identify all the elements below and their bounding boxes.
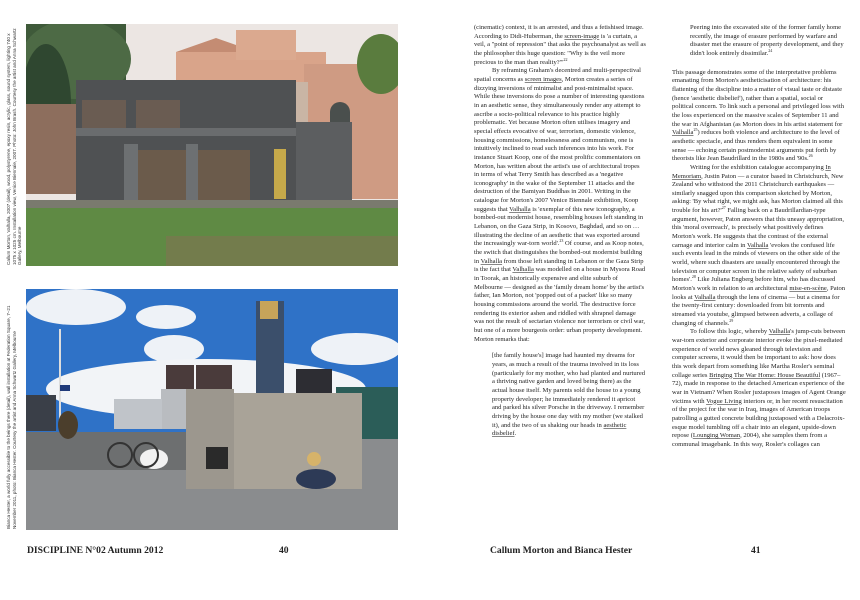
paragraph (672, 69, 846, 164)
concrete-block-left (186, 389, 234, 489)
slab (76, 128, 296, 136)
paragraph (672, 164, 846, 328)
text: was modelled on a house in Mysora Road in Toorak, an historically expensive and elite suburb of Melbourne — designed as the 'family dream home' by the artist's father, Ian Morton, not 'popped out of a packet' like so many housing commissions around the world. The destructive force rendering its exterior ashen and riddled with shrapnel damage was not the result of sectarian violence nor terrorism or civil war, but one of a more bourgeois order: urban property development. Morton remarks that: (474, 266, 646, 343)
text: , 2004), she samples them from a communal imagebank. In this way, Rosler's collages can (672, 432, 828, 448)
text: , Morton creates a series of dizzying inversions of minimalist and post-minimalist space. While these inversions do pose a number of interesting questions in an aesthetic sense, they simultaneously render any attempt to ascribe a socio-political relevance to his practice highly problematic. Yet because Morton often utilises imagery and special effects evocative of war, terrorism, domestic violence, housing commissions, homelessness and communism, one is intuitively inclined to read such inferences into his work. For instance Stuart Koop, one of the most prolific commentators on Morton, has written about the artist's use of architectural tropes in terms of what Terry Smith has described as a 'negative iconography' in the wake of the September 11 attacks and the destruction of the Bamiyan Buddhas in 2001. Writing in the catalogue for Morton's 2007 Venice Biennale exhibition, Koop suggests that (474, 75, 645, 213)
text-column-left (474, 24, 646, 447)
paragraph (474, 24, 646, 67)
page-number-left: 40 (279, 545, 289, 556)
flag (60, 385, 70, 391)
text: is 'a curtain, a veil, a "point of repression" that asks the psychoanalyst as well as the philosopher this huge question: "Why is the veil more precious to the man than reality?"' (474, 32, 646, 66)
underlined-term: aesthetic disbelief (492, 421, 627, 438)
text: Of course, and as Koop notes, the switch that distinguishes the bombed-out modernist building in (474, 240, 644, 265)
article-authors: Callum Morton and Bianca Hester (490, 545, 633, 556)
footnote-ref: 25 (693, 127, 698, 133)
cloud (144, 335, 204, 363)
underlined-term: Valhalla (746, 241, 769, 249)
text: from those left standing in Lebanon or the Gaza Strip is the fact that (474, 257, 644, 274)
underlined-term: mise-en-scène (789, 285, 827, 293)
paragraph (672, 328, 846, 449)
underlined-term: Valhalla (509, 205, 531, 213)
photo-caption-1: Callum Morton, Valhalla, 2007 (detail), wood, polystyrene, epoxy resin, acrylic, glass, sound system, lighting 740 x 1075 x 1025 cm. Installation view, Venice Biennale, 2007. Photo: John Brash. Courtesy the artist and Anna Schwartz Gallery, Melbourne (6, 28, 23, 265)
person-head (307, 452, 321, 466)
text: Falling back on a Baudrillardian-type argument, however, Paton answers that this uneasy appropriation, this 'moral overreach', is precisely what positively defines Morton's work. He suggests that the contrast of the external carnage and interior calm in (672, 207, 844, 249)
text: 'evokes the confused life such events lead in the minds of viewers on the other side of the world, where such disasters are usually encountered through the television or computer screen in the relative safety of suburban homes'. (672, 241, 840, 284)
footnote-ref: 24 (768, 47, 773, 53)
damaged-opening (82, 100, 126, 128)
underlined-term: Valhalla (694, 293, 716, 301)
cloud (136, 305, 196, 329)
concrete-block-main (234, 393, 362, 489)
footnote-ref: 23 (559, 238, 564, 244)
underlined-term: Valhalla (512, 266, 534, 274)
text: . (514, 430, 517, 438)
valhalla-photo (26, 24, 398, 266)
underlined-term: Valhalla (768, 328, 791, 336)
text-column-right (672, 24, 846, 450)
building (26, 395, 56, 431)
text: is 'exemplar of this new iconography, a bombed-out modernist house, resembling houses left standing in Lebanon, on the Gaza Strip, in Kosovo, Baghdad, and so on … illustrating the decline of an aesthetic that was exported around the increasingly war-torn world'. (474, 205, 644, 248)
person-on-wall (58, 411, 78, 439)
seated-person (296, 469, 336, 489)
underlined-term: In Memoriam (672, 163, 831, 180)
footnote-ref: 22 (563, 56, 568, 62)
underlined-term: screen-image (564, 32, 600, 40)
text: Like Juliana Engberg before him, who has discussed Morton's work in relation to an architectural (672, 276, 836, 293)
page-number-right: 41 (751, 545, 761, 556)
block-quote-continued (690, 24, 846, 59)
footnote-ref: 27 (721, 204, 726, 210)
yellow-sign (274, 149, 286, 199)
brick-wall (26, 104, 76, 194)
text: Writing for the exhibition catalogue accompanying (690, 163, 826, 171)
building (114, 399, 162, 429)
valhalla-house-side (296, 122, 352, 204)
federation-square-photo (26, 289, 398, 530)
block-opening (206, 447, 228, 469)
text: Peering into the excavated site of the former family home recently, the image of erasure performed by warfare and disaster met the erasure of property development, and they didn't look entirely dissimilar. (690, 24, 844, 57)
text: interiors or, in her recent resuscitation of the project for the war in Iraq, images of American troops patrolling a gutted concrete building juxtaposed with a Delacroix-esque model tumbling off a chair into an elegant, upside-down repose ( (672, 397, 845, 440)
paragraph (474, 67, 646, 344)
text: This passage demonstrates some of the interpretative problems emanating from Morton's aestheticisation of architecture: his flattening of the discipline into a matter of visual taste or distaste (hence 'aesthetic disbelief'), rather than a spatial, social or political concern. To link such a personal and privileged loss with the loss experienced on the massive scales of September 11 and the war in Afghanistan (as Morton does in his artist statement for (672, 68, 844, 128)
federation-square-photo-image (26, 289, 398, 530)
text: 's jump-cuts between war-torn exterior and corporate interior evoke the pixel-mediated experience of world news gleaned through television and computer screens, it would then be important to ask: how does this work depart from something like Martha Rosler's seminal collage series (672, 328, 846, 379)
underlined-term: screen images (524, 75, 562, 83)
building-top (236, 30, 296, 60)
footnote-ref: 29 (729, 317, 734, 323)
text: , Paton looks at (672, 285, 845, 301)
photo-caption-2: Bianca Hester, a world fully accessible to the beings there (detail), wall installation at Federation Square, 7–21 November 2011, photo: Bianca Hester. Courtesy the artist and Anna Schwartz Gallery, Melbourne (6, 305, 17, 529)
underlined-term: Bringing The War Home: House Beautiful (709, 371, 821, 379)
pillar (186, 144, 198, 208)
text: To follow this logic, whereby (690, 328, 769, 336)
cloud (26, 289, 126, 325)
journal-title: DISCIPLINE N°02 Autumn 2012 (27, 545, 164, 556)
block-quote (492, 352, 646, 439)
cloud (311, 333, 398, 365)
underlined-term: Lounging Woman (692, 432, 741, 440)
dirt (166, 236, 398, 266)
damaged-opening (136, 100, 180, 128)
tower-gold-top (260, 301, 278, 319)
text: [the family house's] image had haunted my dreams for years, as much a result of the trauma involved in its loss (particularly for my mother, who had planted and nurtured a thriving native garden and loved being there) as the actual house itself. My parents sold the house to a young property developer; he immediately rendered it apricot and parked his silver Porsche in the driveway. I remember driving by the house one day with my mother (we stalked it), and the two of us shaking our heads in (492, 352, 645, 429)
text: By reframing Graham's decentred and multi-perspectival spatial concerns as (474, 67, 641, 83)
underlined-term: Valhalla (480, 257, 503, 265)
footnote-ref: 26 (808, 153, 813, 159)
plinth (26, 200, 398, 208)
text: ) reduces both violence and architecture to the level of aesthetic spectacle, and thus renders them equivalent in some sense — echoing certain postmodernist arguments put forth by theorists like Jean Baudrillard in the 1980s and '90s. (672, 129, 840, 163)
text: through the lens of cinema — but a cinema for the twenty-first century: downloaded from bit torrents and streamed via youtube, glimpsed between adverts, a collage of changing of channels. (672, 293, 840, 327)
text: (cinematic) context, it is an arrested, and thus a fetishised image. According to Didi-Huberman, the (474, 24, 644, 40)
pillar (124, 144, 138, 208)
text: , Justin Paton — a curator based in Christchurch, New Zealand who withstood the 2011 Christchurch earthquakes — similarly snagged upon this comparison sketched by Morton, asking: 'By what right, we might ask, has Morton claimed all this trouble for his art?' (672, 172, 844, 215)
valhalla-photo-image (26, 24, 398, 266)
underlined-term: Valhalla (672, 129, 694, 137)
footnote-ref: 28 (691, 274, 696, 280)
text: (1967–72), made in response to the detached American experience of the war in Vietnam? When Rosler juxtaposes images of Agent Orange victims with (672, 371, 846, 405)
underlined-term: Vogue Living (706, 397, 742, 405)
